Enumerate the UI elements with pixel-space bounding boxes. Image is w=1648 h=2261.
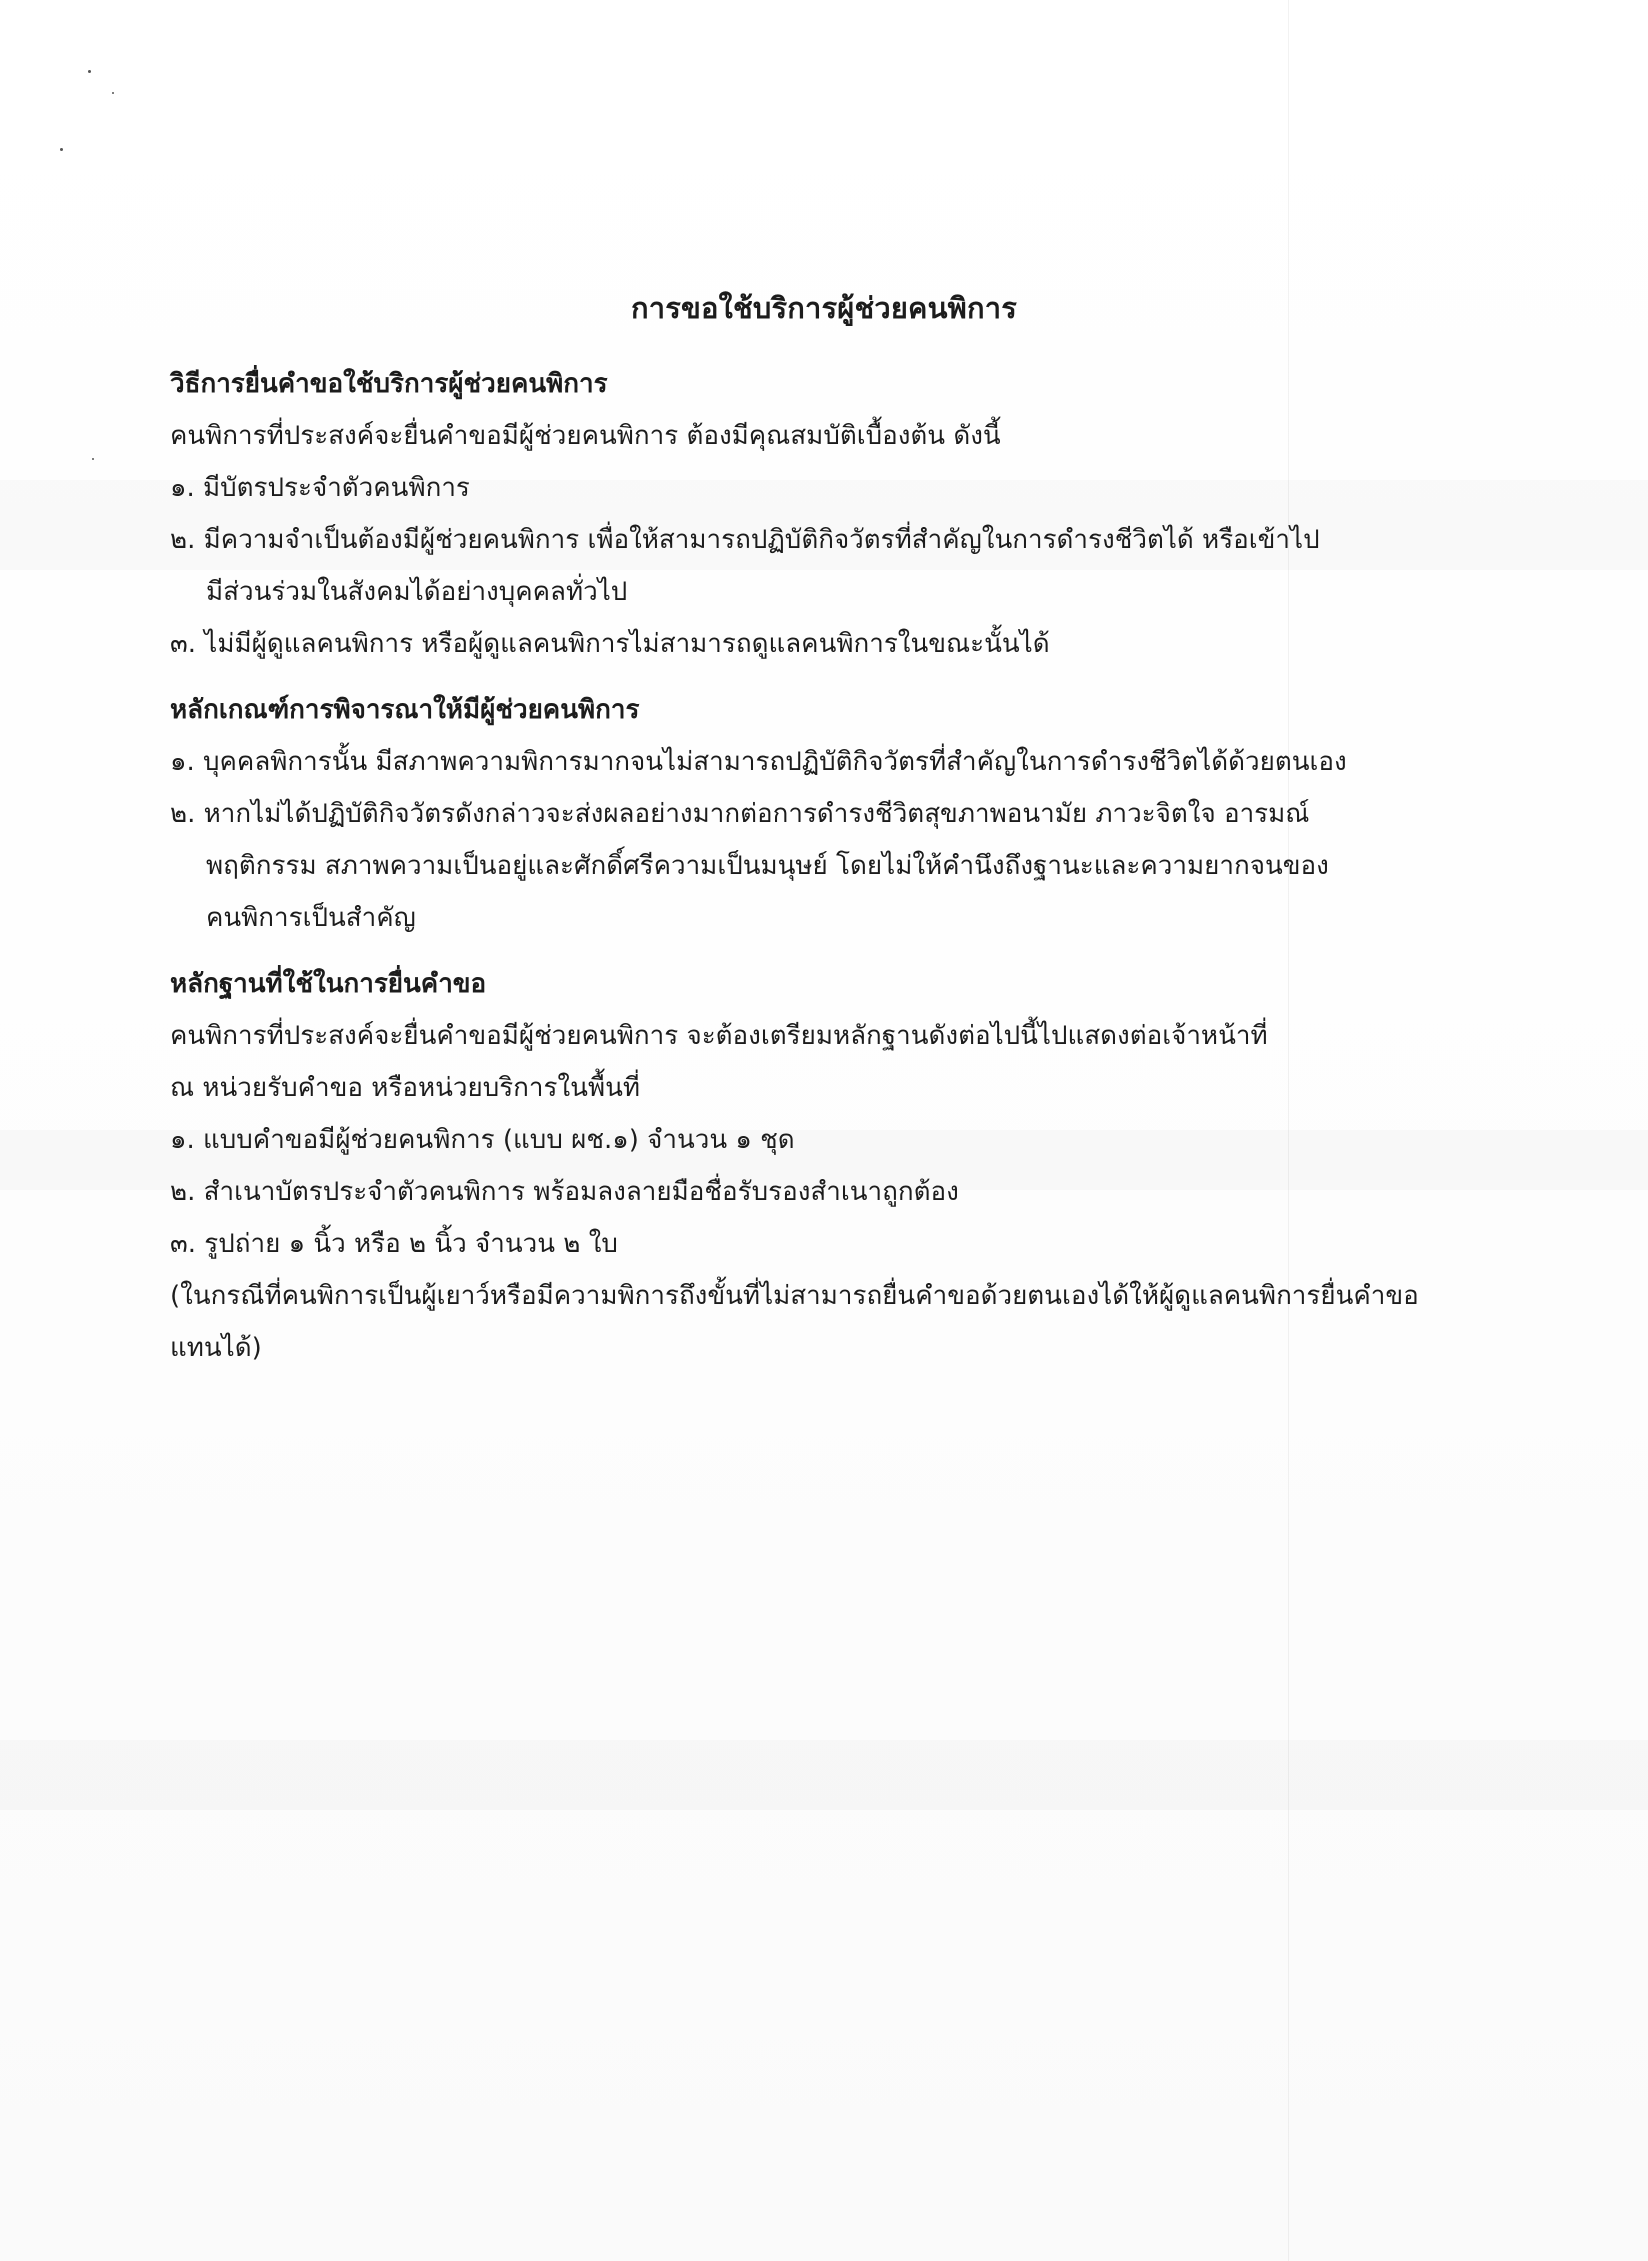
list-item-continuation: มีส่วนร่วมในสังคมได้อย่างบุคคลทั่วไป bbox=[206, 577, 628, 607]
list-item-continuation: พฤติกรรม สภาพความเป็นอยู่และศักดิ์ศรีความเป็นมนุษย์ โดยไม่ให้คำนึงถึงฐานะและความยากจนของ bbox=[206, 851, 1329, 881]
note-line: (ในกรณีที่คนพิการเป็นผู้เยาว์หรือมีความพิการถึงขั้นที่ไม่สามารถยื่นคำขอด้วยตนเองได้ให้ผู้ดูแลคนพิการยื่นคำขอ bbox=[170, 1281, 1419, 1311]
note-line: แทนได้) bbox=[170, 1333, 262, 1363]
document-title: การขอใช้บริการผู้ช่วยคนพิการ bbox=[630, 291, 1018, 325]
list-item: ๒. หากไม่ได้ปฏิบัติกิจวัตรดังกล่าวจะส่งผลอย่างมากต่อการดำรงชีวิตสุขภาพอนามัย ภาวะจิตใจ อารมณ์ bbox=[170, 799, 1310, 829]
paragraph-line: ณ หน่วยรับคำขอ หรือหน่วยบริการในพื้นที่ bbox=[170, 1073, 641, 1103]
section-required-documents bbox=[170, 958, 1470, 1374]
scan-speck bbox=[92, 458, 94, 460]
scan-speck bbox=[88, 70, 91, 73]
section-criteria bbox=[170, 684, 1470, 944]
list-item: ๑. บุคคลพิการนั้น มีสภาพความพิการมากจนไม่สามารถปฏิบัติกิจวัตรที่สำคัญในการดำรงชีวิตได้ด้วยตนเอง bbox=[170, 747, 1347, 777]
scan-speck bbox=[60, 148, 63, 151]
scan-artifact-band bbox=[0, 1740, 1648, 1810]
section-heading: หลักเกณฑ์การพิจารณาให้มีผู้ช่วยคนพิการ bbox=[170, 695, 640, 725]
section-application-method bbox=[170, 358, 1470, 670]
list-item: ๓. ไม่มีผู้ดูแลคนพิการ หรือผู้ดูแลคนพิการไม่สามารถดูแลคนพิการในขณะนั้นได้ bbox=[170, 629, 1050, 659]
paragraph-line: คนพิการที่ประสงค์จะยื่นคำขอมีผู้ช่วยคนพิการ ต้องมีคุณสมบัติเบื้องต้น ดังนี้ bbox=[170, 421, 1001, 451]
list-item: ๓. รูปถ่าย ๑ นิ้ว หรือ ๒ นิ้ว จำนวน ๒ ใบ bbox=[170, 1229, 618, 1259]
section-heading: วิธีการยื่นคำขอใช้บริการผู้ช่วยคนพิการ bbox=[170, 369, 608, 399]
paragraph-line: คนพิการที่ประสงค์จะยื่นคำขอมีผู้ช่วยคนพิการ จะต้องเตรียมหลักฐานดังต่อไปนี้ไปแสดงต่อเจ้าหน้าที่ bbox=[170, 1021, 1268, 1051]
list-item: ๒. สำเนาบัตรประจำตัวคนพิการ พร้อมลงลายมือชื่อรับรองสำเนาถูกต้อง bbox=[170, 1177, 959, 1207]
list-item: ๒. มีความจำเป็นต้องมีผู้ช่วยคนพิการ เพื่อให้สามารถปฏิบัติกิจวัตรที่สำคัญในการดำรงชีวิตได้ หรือเข้าไป bbox=[170, 525, 1320, 555]
list-item-continuation: คนพิการเป็นสำคัญ bbox=[206, 903, 416, 933]
scan-speck bbox=[112, 92, 114, 94]
document-body bbox=[170, 358, 1470, 1374]
list-item: ๑. แบบคำขอมีผู้ช่วยคนพิการ (แบบ ผช.๑) จำนวน ๑ ชุด bbox=[170, 1125, 795, 1155]
list-item: ๑. มีบัตรประจำตัวคนพิการ bbox=[170, 473, 470, 503]
section-heading: หลักฐานที่ใช้ในการยื่นคำขอ bbox=[170, 969, 487, 999]
